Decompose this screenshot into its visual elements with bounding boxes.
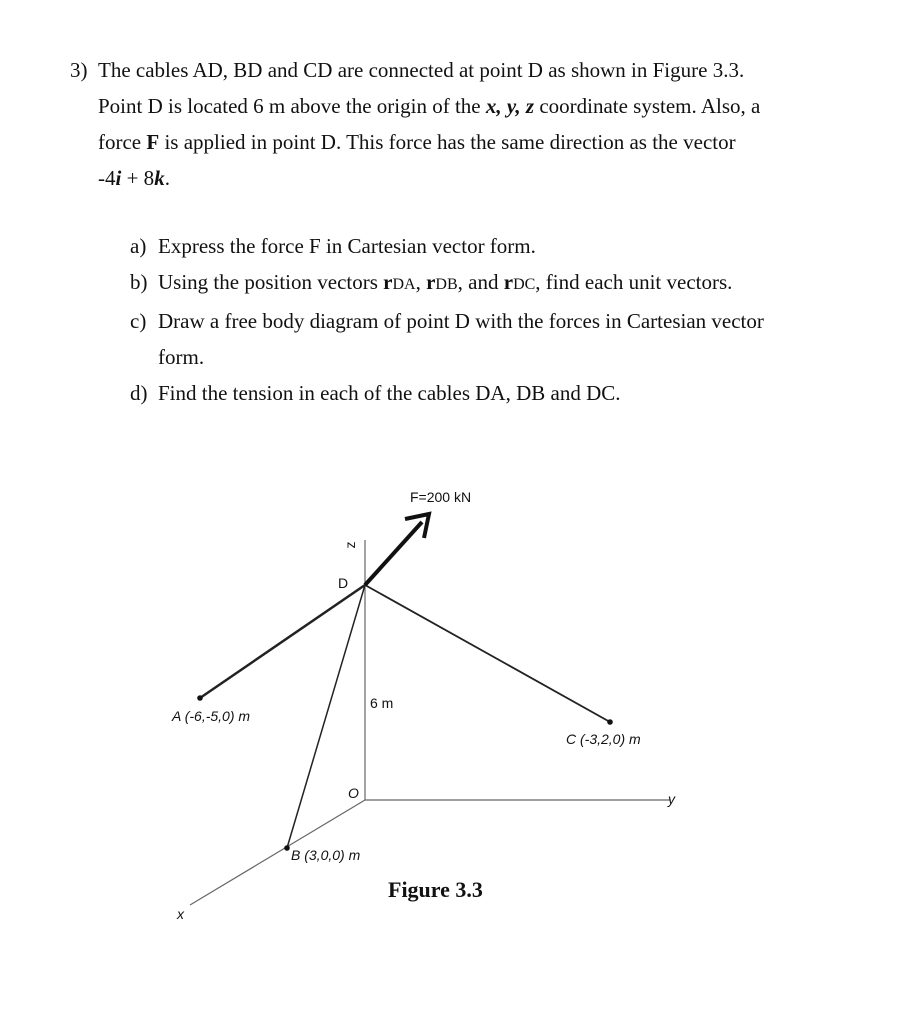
- cable-dc: [365, 585, 610, 722]
- force-arrow: [365, 522, 422, 585]
- cable-da: [200, 585, 365, 698]
- height-label: 6 m: [370, 695, 394, 711]
- point-a-marker: [197, 695, 203, 701]
- point-d-label: D: [338, 575, 349, 591]
- problem-line-2: Point D is located 6 m above the origin of the x, y, z coordinate system. Also, a: [98, 94, 761, 118]
- point-c-label: C (-3,2,0) m: [566, 731, 641, 747]
- origin-label: O: [348, 785, 359, 801]
- problem-line-4: -4i + 8k.: [98, 166, 170, 190]
- x-axis-label: x: [177, 906, 184, 922]
- figure-caption: Figure 3.3: [388, 877, 483, 902]
- cable-db: [287, 585, 365, 848]
- point-b-label: B (3,0,0) m: [291, 847, 361, 863]
- problem-line-3: force F is applied in point D. This force has the same direction as the vector: [98, 130, 736, 154]
- part-d: d) Find the tension in each of the cables DA, DB and DC.: [130, 381, 621, 405]
- part-a: a) Express the force F in Cartesian vector form.: [130, 234, 536, 258]
- point-c-marker: [607, 719, 613, 725]
- y-axis-label: y: [668, 791, 675, 807]
- z-axis-label: z: [342, 541, 358, 549]
- force-label: F=200 kN: [410, 489, 472, 505]
- part-c: c) Draw a free body diagram of point D with the forces in Cartesian vector form.: [130, 309, 764, 369]
- part-b: b) Using the position vectors rDA, rDB, and rDC, find each unit vectors.: [130, 270, 733, 294]
- problem-number: 3): [70, 58, 88, 82]
- problem-line-1: The cables AD, BD and CD are connected at point D as shown in Figure 3.3.: [98, 58, 745, 82]
- point-b-marker: [284, 845, 290, 851]
- point-a-label: A (-6,-5,0) m: [172, 708, 251, 724]
